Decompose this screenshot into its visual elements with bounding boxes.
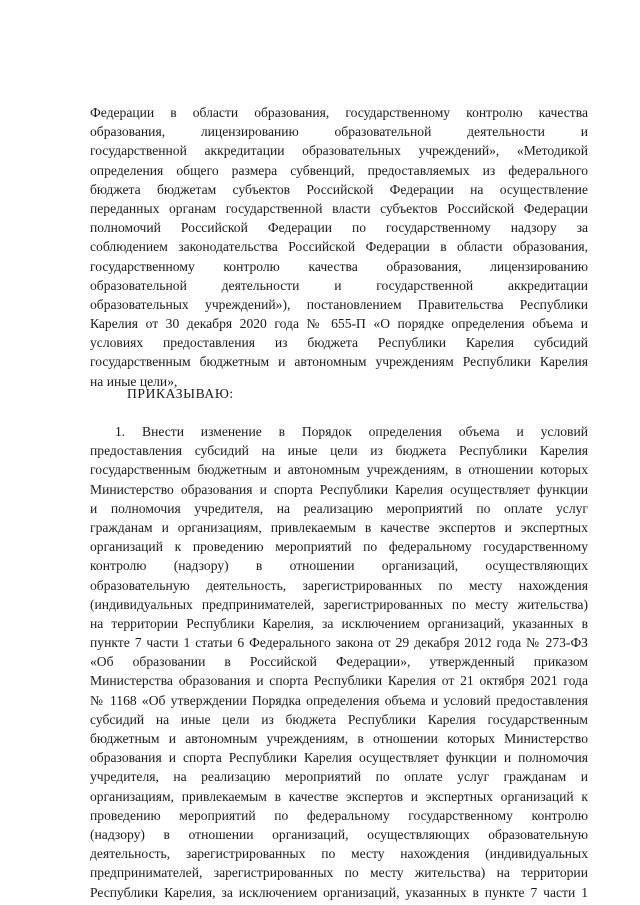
text-line: организаций к проведению мероприятий по федеральному государственному [90,539,588,555]
text-line: гражданам и организациям, привлекаемым в качестве экспертов и экспертных [90,519,588,535]
order-heading: ПРИКАЗЫВАЮ: [127,386,234,401]
text-line: Министерство образования и спорта Республики Карелия осуществляет функции [90,481,588,497]
text-line: Министерства образования и спорта Республики Карелия от 21 октября 2021 года [90,673,588,689]
text-line: образовательных учреждений»), постановлением Правительства Республики [90,296,588,312]
text-line: учредителя, на реализацию мероприятий по оплате услуг гражданам и [90,769,588,785]
text-line: образования и спорта Республики Карелия осуществляет функции и полномочия [90,750,588,766]
text-line: Республики Карелия, за исключением организаций, указанных в пункте 7 части 1 [90,884,588,900]
text-line: пункте 7 части 1 статьи 6 Федерального закона от 29 декабря 2012 года № 273-ФЗ [90,635,588,651]
text-line: государственной аккредитации образовательных учреждений», «Методикой [90,143,588,159]
text-line: № 1168 «Об утверждении Порядка определения объема и условий предоставления [90,692,588,708]
text-line: бюджета бюджетам субъектов Российской Федерации на осуществление [90,181,588,197]
text-line: контролю (надзору) в отношении организаций, осуществляющих [90,558,588,574]
text-line: полномочий Российской Федерации по государственному надзору за [90,220,588,236]
paragraph-1 [90,422,588,902]
text-line: определения общего размера субвенций, предоставляемых из федерального [90,162,588,178]
text-line: «Об образовании в Российской Федерации», утвержденный приказом [90,654,588,670]
text-line: Карелия от 30 декабря 2020 года № 655-П «О порядке определения объема и [90,316,588,332]
text-line: предпринимателей, зарегистрированных по месту жительства) на территории [90,865,588,881]
text-line: предоставления субсидий на иные цели из бюджета Республики Карелия [90,443,588,459]
text-line: субсидий на иные цели из бюджета Республики Карелия государственным [90,711,588,727]
text-line: соблюдением законодательства Российской Федерации в области образования, [90,239,588,255]
preamble-text [90,103,588,391]
text-line: бюджетным и автономным учреждениям, в отношении которых Министерство [90,731,588,746]
text-line: проведению мероприятий по федеральному государственному контролю [90,807,588,823]
text-line: (индивидуальных предпринимателей, зарегистрированных по месту жительства) [90,596,588,612]
text-line: образовательной деятельности и государственной аккредитации [90,277,588,293]
text-line: государственным бюджетным и автономным учреждениям Республики Карелия [90,354,588,370]
text-line: государственным бюджетным и автономным учреждениям, в отношении которых [90,462,588,478]
text-line: на иные цели», [90,373,178,389]
text-line: и полномочия учредителя, на реализацию мероприятий по оплате услуг [90,500,588,516]
text-line: Федерации в области образования, государственному контролю качества [90,105,588,120]
text-line: (надзору) в отношении организаций, осуществляющих образовательную [90,826,588,842]
text-line: образования, лицензированию образовательной деятельности и [90,124,588,140]
text-line: организациям, привлекаемым в качестве экспертов и экспертных организаций к [90,788,588,804]
text-line: на территории Республики Карелия, за исключением организаций, указанных в [90,615,588,631]
text-line: образовательную деятельность, зарегистрированных по месту нахождения [90,577,588,593]
text-line: деятельность, зарегистрированных по месту нахождения (индивидуальных [90,846,588,862]
text-line: условиях предоставления из бюджета Республики Карелия субсидий [90,335,588,351]
text-line: переданных органам государственной власти субъектов Российской Федерации [90,200,588,216]
text-line: государственному контролю качества образования, лицензированию [90,258,588,274]
text-line: 1. Внести изменение в Порядок определения объема и условий [115,424,588,439]
